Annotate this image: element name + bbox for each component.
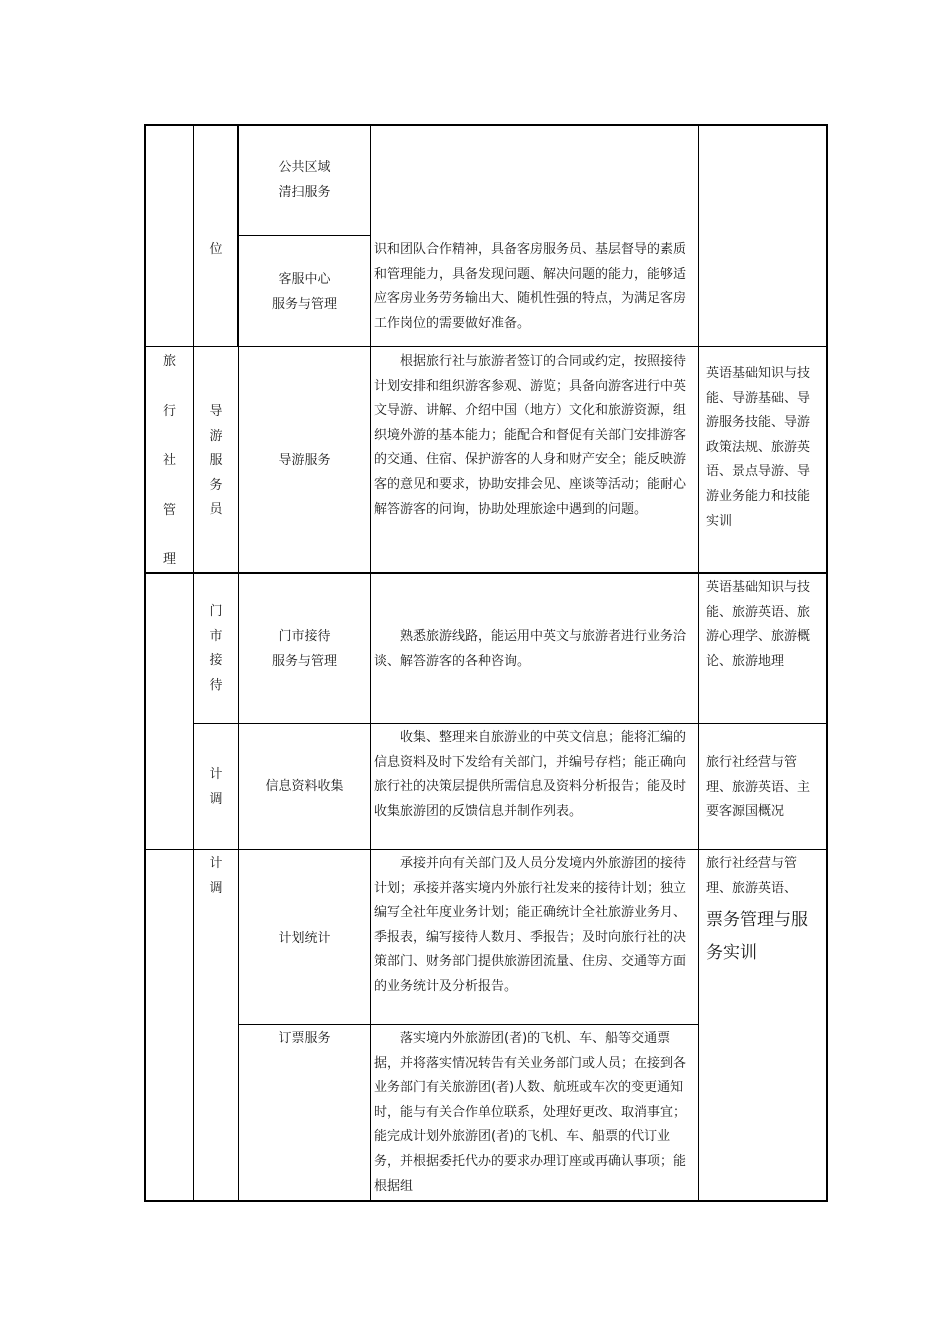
row1-sub1-line2: 清扫服务 — [278, 184, 331, 200]
row2-position-char: 游 — [209, 428, 223, 444]
row3-position-char: 待 — [209, 677, 223, 693]
row3-service-line2: 服务与管理 — [271, 653, 337, 669]
row5-position-char: 计 — [209, 856, 223, 871]
row4-description: 收集、整理来自旅游业的中英文信息；能将汇编的信息资料及时下发给有关部门，并编号存档；能正确向旅行社的决策层提供所需信息及资料分析报告；能及时收集旅游团的反馈信息并制作列表。 — [374, 730, 687, 819]
row2-position-char: 导 — [209, 404, 223, 419]
row1-col2-label: 位 — [209, 242, 223, 257]
col-divider-4 — [698, 124, 699, 1202]
row2-category-char: 理 — [162, 552, 176, 568]
row4-position — [194, 763, 238, 812]
row1-sub-divider — [238, 235, 371, 236]
row3-position-char: 门 — [209, 604, 223, 619]
row3-position-char: 市 — [209, 628, 223, 644]
row6-service: 订票服务 — [278, 1031, 331, 1046]
row1-sub1-line1: 公共区域 — [278, 160, 331, 175]
row5-courses-small: 旅行社经营与管理、旅游英语、 — [706, 856, 798, 896]
row2-description: 根据旅行社与旅游者签订的合同或约定，按照接待计划安排和组织游客参观、游览；具备向游客进行中英文导游、讲解、介绍中国（地方）文化和旅游资源，组织境外游的基本能力；能配合和督促有关部门安排游客的交通、住宿、保护游客的人身和财产安全；能反映游客的意见和要求，协助安排会见、座谈等活动；能耐心解答游客的问询，协助处理旅途中遇到的问题。 — [374, 354, 687, 517]
row3-position — [194, 600, 238, 698]
row5-courses-large: 票务管理与服务实训 — [706, 910, 808, 964]
row-divider-1 — [144, 346, 828, 347]
row-divider-3 — [193, 723, 828, 724]
row3-courses: 英语基础知识与技能、旅游英语、旅游心理学、旅游概论、旅游地理 — [706, 580, 811, 669]
row5-courses — [706, 852, 820, 970]
row1-sub2-line1: 客服中心 — [278, 272, 331, 287]
row1-sub1-service — [239, 156, 370, 205]
table-border-top — [144, 124, 828, 126]
row2-position — [194, 400, 238, 523]
row2-category-char: 社 — [162, 453, 176, 469]
row2-category-char: 管 — [162, 502, 176, 518]
row3-service-line1: 门市接待 — [278, 629, 331, 644]
row1-description: 识和团队合作精神，具备客房服务员、基层督导的素质和管理能力，具备发现问题、解决问题的能力，能够适应客房业务劳务输出大、随机性强的特点，为满足客房工作岗位的需要做好准备。 — [374, 242, 687, 331]
row4-position-char: 调 — [209, 791, 223, 807]
row-divider-4 — [144, 849, 828, 850]
row4-service: 信息资料收集 — [265, 779, 344, 794]
row5-position — [194, 852, 238, 901]
table-border-bottom — [144, 1200, 828, 1202]
row6-description: 落实境内外旅游团(者)的飞机、车、船等交通票据，并将落实情况转告有关业务部门或人员；在接到各业务部门有关旅游团(者)人数、航班或车次的变更通知时，能与有关合作单位联系，处理好更改、取消事宜；能完成计划外旅游团(者)的飞机、车、船票的代订业务，并根据委托代办的要求办理订座或再确认事项；能根据组 — [374, 1031, 687, 1194]
row2-category-char: 旅 — [162, 354, 176, 369]
row2-service: 导游服务 — [278, 453, 331, 468]
row2-position-char: 务 — [209, 477, 223, 493]
row3-position-char: 接 — [209, 653, 223, 669]
row2-category — [146, 350, 193, 573]
col-divider-3 — [370, 124, 371, 1202]
row2-position-char: 员 — [209, 502, 223, 518]
row1-sub2-line2: 服务与管理 — [271, 296, 337, 312]
row2-position-char: 服 — [209, 453, 223, 469]
row2-courses: 英语基础知识与技能、导游基础、导游服务技能、导游政策法规、旅游英语、景点导游、导游业务能力和技能实训 — [706, 366, 811, 529]
row4-courses: 旅行社经营与管理、旅游英语、主要客源国概况 — [706, 755, 811, 820]
row3-service — [239, 625, 370, 674]
table-border-right — [826, 124, 828, 1202]
row4-position-char: 计 — [209, 767, 223, 782]
row1-sub2-service — [239, 268, 370, 317]
row5-description: 承接并向有关部门及人员分发境内外旅游团的接待计划；承接并落实境内外旅行社发来的接待计划；独立编写全社年度业务计划；能正确统计全社旅游业务月、季报表，编写接待人数月、季报告；及时向旅行社的决策部门、财务部门提供旅游团流量、住房、交通等方面的业务统计及分析报告。 — [374, 856, 687, 994]
row-divider-2 — [144, 572, 828, 574]
row2-category-char: 行 — [162, 403, 176, 419]
row5-service: 计划统计 — [278, 931, 331, 946]
table-border-left — [144, 124, 146, 1202]
row-divider-5 — [238, 1024, 699, 1025]
row3-description: 熟悉旅游线路，能运用中英文与旅游者进行业务洽谈、解答游客的各种咨询。 — [374, 629, 687, 669]
row5-position-char: 调 — [209, 880, 223, 896]
